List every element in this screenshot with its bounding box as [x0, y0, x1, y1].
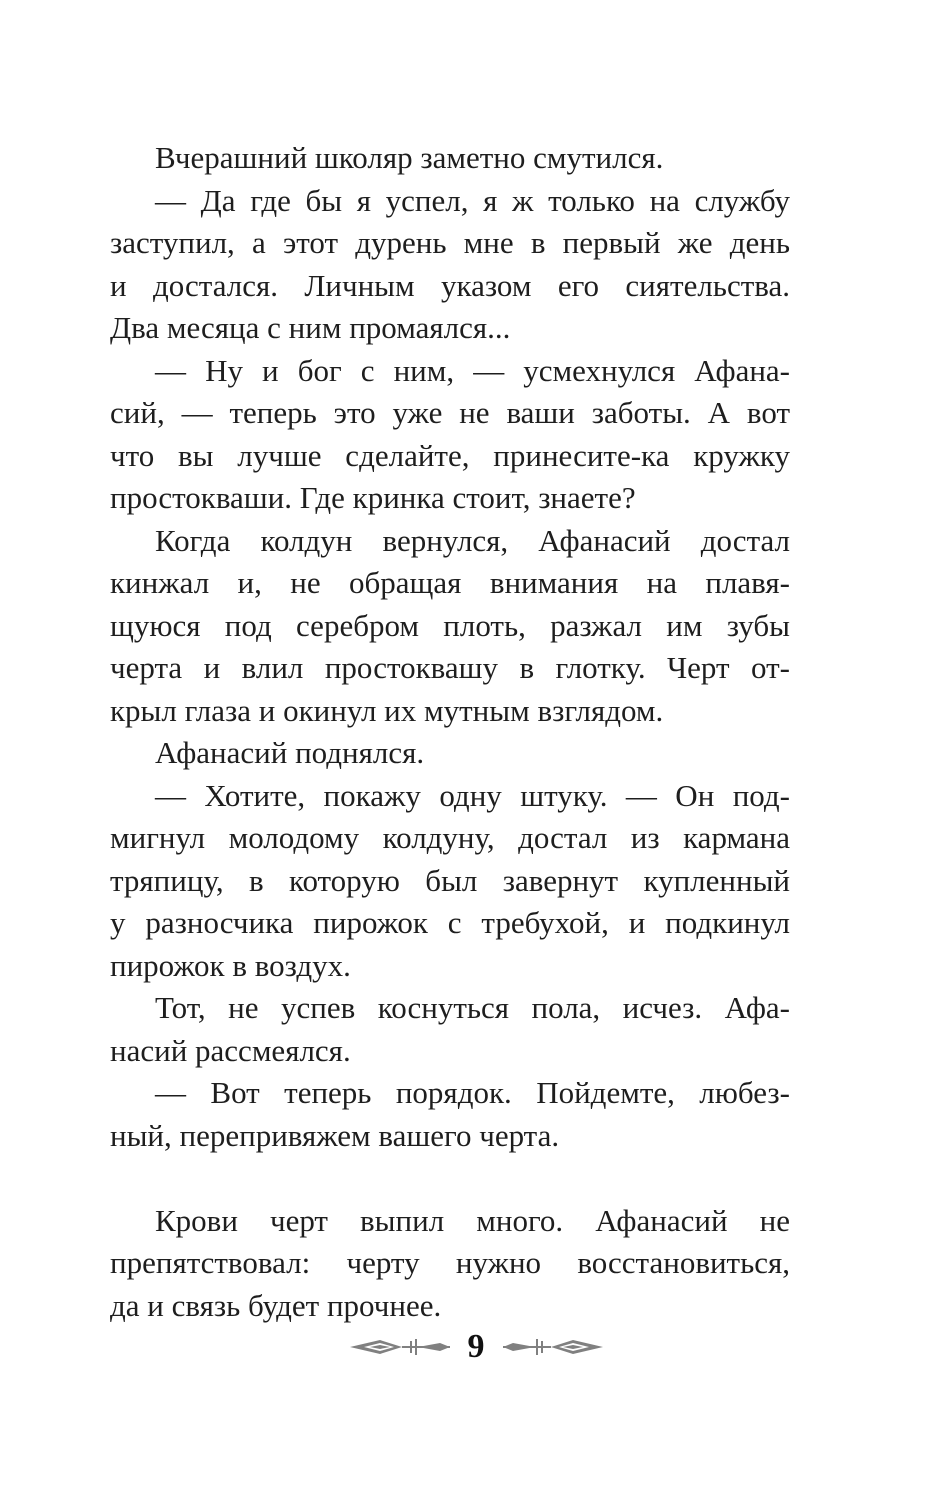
text-line: щуюся под серебром плоть, разжал им зубы: [110, 607, 790, 643]
text-line: заступил, а этот дурень мне в первый же день: [110, 225, 790, 260]
paragraph: [110, 987, 790, 1072]
paragraph: [110, 1200, 790, 1328]
right-ornament-icon: [503, 1336, 603, 1358]
text-line: черта и влил простоквашу в глотку. Черт от-: [110, 650, 790, 685]
paragraph: [110, 350, 790, 520]
text-line: простокваши. Где кринка стоит, знаете?: [110, 480, 636, 515]
text-line: у разносчика пирожок с требухой, и подкинул: [110, 905, 790, 940]
text-line: мигнул молодому колдуну, достал из кармана: [110, 820, 790, 855]
text-line: Тот, не успев коснуться пола, исчез. Афа-: [155, 990, 790, 1025]
text-line: насий рассмеялся.: [110, 1032, 351, 1068]
text-line: крыл глаза и окинул их мутным взглядом.: [110, 692, 664, 728]
page-body-text: [110, 137, 790, 1327]
text-line: ный, перепривяжем вашего черта.: [110, 1117, 560, 1153]
text-line: Два месяца с ним промаялся...: [110, 310, 511, 345]
page-folio: [0, 1328, 952, 1366]
text-line: Афанасий поднялся.: [155, 735, 425, 770]
text-line: Крови черт выпил много. Афанасий не: [155, 1202, 790, 1238]
paragraph: [110, 1072, 790, 1157]
text-line: кинжал и, не обращая внимания на плавя-: [110, 565, 790, 600]
paragraph: [110, 775, 790, 988]
paragraph: [110, 732, 790, 775]
left-ornament-icon: [350, 1336, 450, 1358]
text-line: Вчерашний школяр заметно смутился.: [155, 140, 664, 175]
text-line: и достался. Личным указом его сиятельства.: [110, 267, 790, 303]
text-line: сий, — теперь это уже не ваши заботы. А вот: [110, 395, 790, 430]
text-line: — Вот теперь порядок. Пойдемте, любез-: [155, 1075, 790, 1110]
text-line: Когда колдун вернулся, Афанасий достал: [155, 522, 790, 558]
text-line: препятствовал: черту нужно восстановиться,: [110, 1245, 790, 1280]
text-line: да и связь будет прочнее.: [110, 1287, 442, 1323]
text-line: тряпицу, в которую был завернут купленный: [110, 862, 790, 898]
page-number: 9: [467, 1328, 485, 1365]
paragraph: [110, 520, 790, 733]
text-line: — Ну и бог с ним, — усмехнулся Афана-: [155, 352, 790, 388]
paragraph: [110, 180, 790, 350]
text-line: — Хотите, покажу одну штуку. — Он под-: [155, 777, 790, 813]
paragraph: [110, 137, 790, 180]
text-line: что вы лучше сделайте, принесите-ка кружку: [110, 437, 790, 473]
text-line: — Да где бы я успел, я ж только на службу: [155, 182, 790, 218]
text-line: пирожок в воздух.: [110, 947, 351, 983]
section-break: [110, 1157, 790, 1200]
